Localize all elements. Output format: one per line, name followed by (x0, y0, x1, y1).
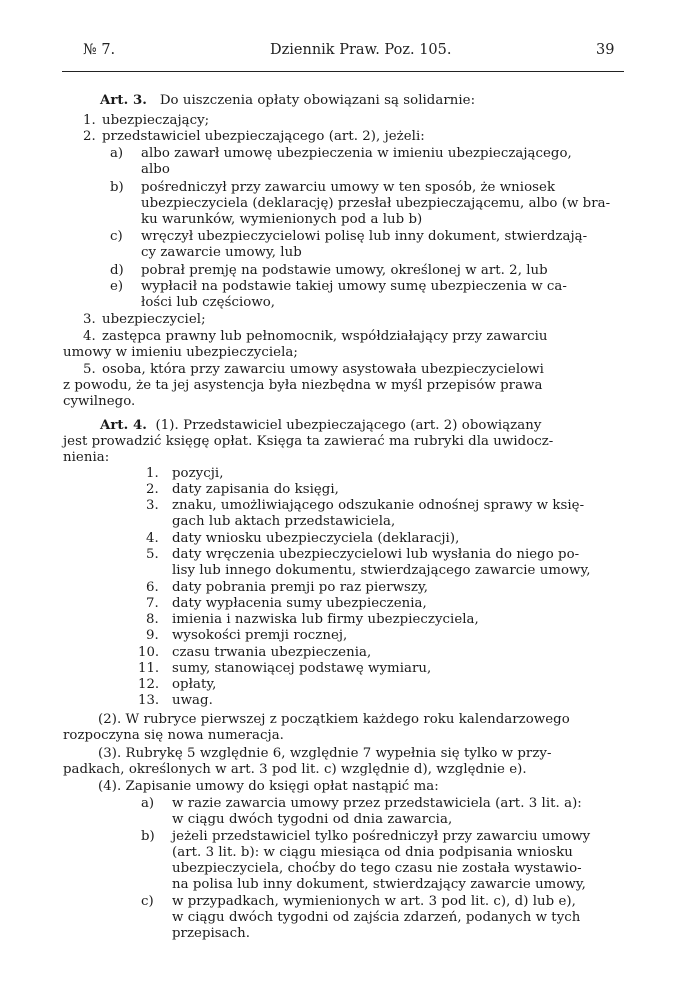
list-item-text: osoba, która przy zawarciu umowy asystowała ubezpieczycielowi (102, 362, 544, 377)
paragraph-line: (4). Zapisanie umowy do księgi opłat nastąpić ma: (98, 779, 439, 794)
list-number: 2. (83, 129, 96, 144)
art3-intro-line (100, 93, 475, 109)
rubric-text: gach lub aktach przedstawiciela, (172, 514, 396, 529)
rubric-number: 7. (146, 596, 159, 611)
sub-letter: a) (110, 146, 124, 161)
sub-item-text: łości lub częściowo, (141, 295, 276, 310)
sub-item-text: w ciągu dwóch tygodni od dnia zawarcia, (172, 812, 453, 827)
rubric-text: daty zapisania do księgi, (172, 482, 339, 497)
sub-item-text: jeżeli przedstawiciel tylko pośredniczył przy zawarciu umowy (172, 829, 591, 844)
rubric-text: wysokości premji rocznej, (172, 628, 348, 643)
list-item-text: ubezpieczający; (102, 113, 210, 128)
rubric-number: 10. (138, 645, 160, 660)
sub-letter: a) (141, 796, 155, 811)
rubric-number: 1. (146, 466, 159, 481)
art4-heading: Art. 4. (100, 418, 147, 433)
rubric-text: lisy lub innego dokumentu, stwierdzającego zawarcie umowy, (172, 563, 591, 578)
list-number: 5. (83, 362, 96, 377)
rubric-number: 12. (138, 677, 160, 692)
issue-number: № 7. (83, 42, 116, 58)
header-rule (62, 71, 624, 72)
rubric-number: 9. (146, 628, 159, 643)
rubric-number: 5. (146, 547, 159, 562)
sub-item-text: albo zawarł umowę ubezpieczenia w imieniu ubezpieczającego, (141, 146, 572, 161)
sub-item-text: wypłacił na podstawie takiej umowy sumę ubezpieczenia w ca- (141, 279, 567, 294)
sub-item-text: pobrał premję na podstawie umowy, określonej w art. 2, lub (141, 263, 548, 278)
rubric-text: uwag. (172, 693, 213, 708)
sub-item-text: w razie zawarcia umowy przez przedstawiciela (art. 3 lit. a): (172, 796, 582, 811)
sub-letter: c) (110, 229, 123, 244)
sub-item-text: ubezpieczyciela, choćby do tego czasu nie została wystawio- (172, 861, 582, 876)
art4-intro-line (100, 418, 541, 434)
sub-item-text: (art. 3 lit. b): w ciągu miesiąca od dnia podpisania wniosku (172, 845, 573, 860)
rubric-text: daty pobrania premji po raz pierwszy, (172, 580, 429, 595)
sub-item-text: pośredniczył przy zawarciu umowy w ten sposób, że wniosek (141, 180, 556, 195)
list-item-text: przedstawiciel ubezpieczającego (art. 2), jeżeli: (102, 129, 425, 144)
sub-item-text: ku warunków, wymienionych pod a lub b) (141, 212, 423, 227)
sub-letter: d) (110, 263, 124, 278)
sub-letter: c) (141, 894, 154, 909)
rubric-text: znaku, umożliwiającego odszukanie odnośnej sprawy w księ- (172, 498, 585, 513)
art3-intro: Do uiszczenia opłaty obowiązani są solidarnie: (159, 93, 476, 108)
list-number: 4. (83, 329, 96, 344)
rubric-text: daty wręczenia ubezpieczycielowi lub wysłania do niego po- (172, 547, 580, 562)
paragraph-line: jest prowadzić księgę opłat. Księga ta zawierać ma rubryki dla uwidocz- (63, 434, 554, 449)
paragraph-line: (3). Rubrykę 5 względnie 6, względnie 7 wypełnia się tylko w przy- (98, 746, 552, 761)
sub-letter: b) (110, 180, 124, 195)
rubric-number: 11. (138, 661, 160, 676)
rubric-number: 13. (138, 693, 160, 708)
rubric-number: 2. (146, 482, 159, 497)
paragraph-line: nienia: (63, 450, 110, 465)
sub-item-text: przepisach. (172, 926, 251, 941)
sub-item-text: ubezpieczyciela (deklarację) przesłał ubezpieczającemu, albo (w bra- (141, 196, 611, 211)
rubric-text: imienia i nazwiska lub firmy ubezpieczyciela, (172, 612, 479, 627)
list-number: 1. (83, 113, 96, 128)
page-number: 39 (596, 42, 615, 58)
rubric-text: pozycji, (172, 466, 224, 481)
rubric-number: 8. (146, 612, 159, 627)
sub-letter: b) (141, 829, 155, 844)
art3-heading: Art. 3. (100, 93, 147, 108)
list-number: 3. (83, 312, 96, 327)
list-item-text: z powodu, że ta jej asystencja była niezbędna w myśl przepisów prawa (63, 378, 543, 393)
paragraph-line: rozpoczyna się nowa numeracja. (63, 728, 284, 743)
sub-item-text: na polisa lub inny dokument, stwierdzający zawarcie umowy, (172, 877, 586, 892)
sub-item-text: wręczył ubezpieczycielowi polisę lub inny dokument, stwierdzają- (141, 229, 588, 244)
rubric-number: 6. (146, 580, 159, 595)
rubric-text: czasu trwania ubezpieczenia, (172, 645, 372, 660)
sub-item-text: albo (141, 162, 170, 177)
paragraph-line: padkach, określonych w art. 3 pod lit. c) względnie d), względnie e). (63, 762, 527, 777)
journal-reference: Dziennik Praw. Poz. 105. (270, 42, 452, 58)
rubric-text: daty wniosku ubezpieczyciela (deklaracji), (172, 531, 460, 546)
list-item-text: cywilnego. (63, 394, 136, 409)
rubric-text: opłaty, (172, 677, 217, 692)
sub-item-text: w ciągu dwóch tygodni od zajścia zdarzeń, podanych w tych (172, 910, 581, 925)
list-item-text: umowy w imieniu ubezpieczyciela; (63, 345, 298, 360)
list-item-text: ubezpieczyciel; (102, 312, 206, 327)
list-item-text: zastępca prawny lub pełnomocnik, współdziałający przy zawarciu (102, 329, 548, 344)
sub-item-text: cy zawarcie umowy, lub (141, 245, 302, 260)
rubric-text: daty wypłacenia sumy ubezpieczenia, (172, 596, 427, 611)
sub-item-text: w przypadkach, wymienionych w art. 3 pod lit. c), d) lub e), (172, 894, 576, 909)
paragraph-line: (2). W rubryce pierwszej z początkiem każdego roku kalendarzowego (98, 712, 570, 727)
sub-letter: e) (110, 279, 124, 294)
rubric-number: 3. (146, 498, 159, 513)
rubric-number: 4. (146, 531, 159, 546)
rubric-text: sumy, stanowiącej podstawę wymiaru, (172, 661, 432, 676)
art4-intro: (1). Przedstawiciel ubezpieczającego (art. 2) obowiązany (155, 418, 542, 433)
